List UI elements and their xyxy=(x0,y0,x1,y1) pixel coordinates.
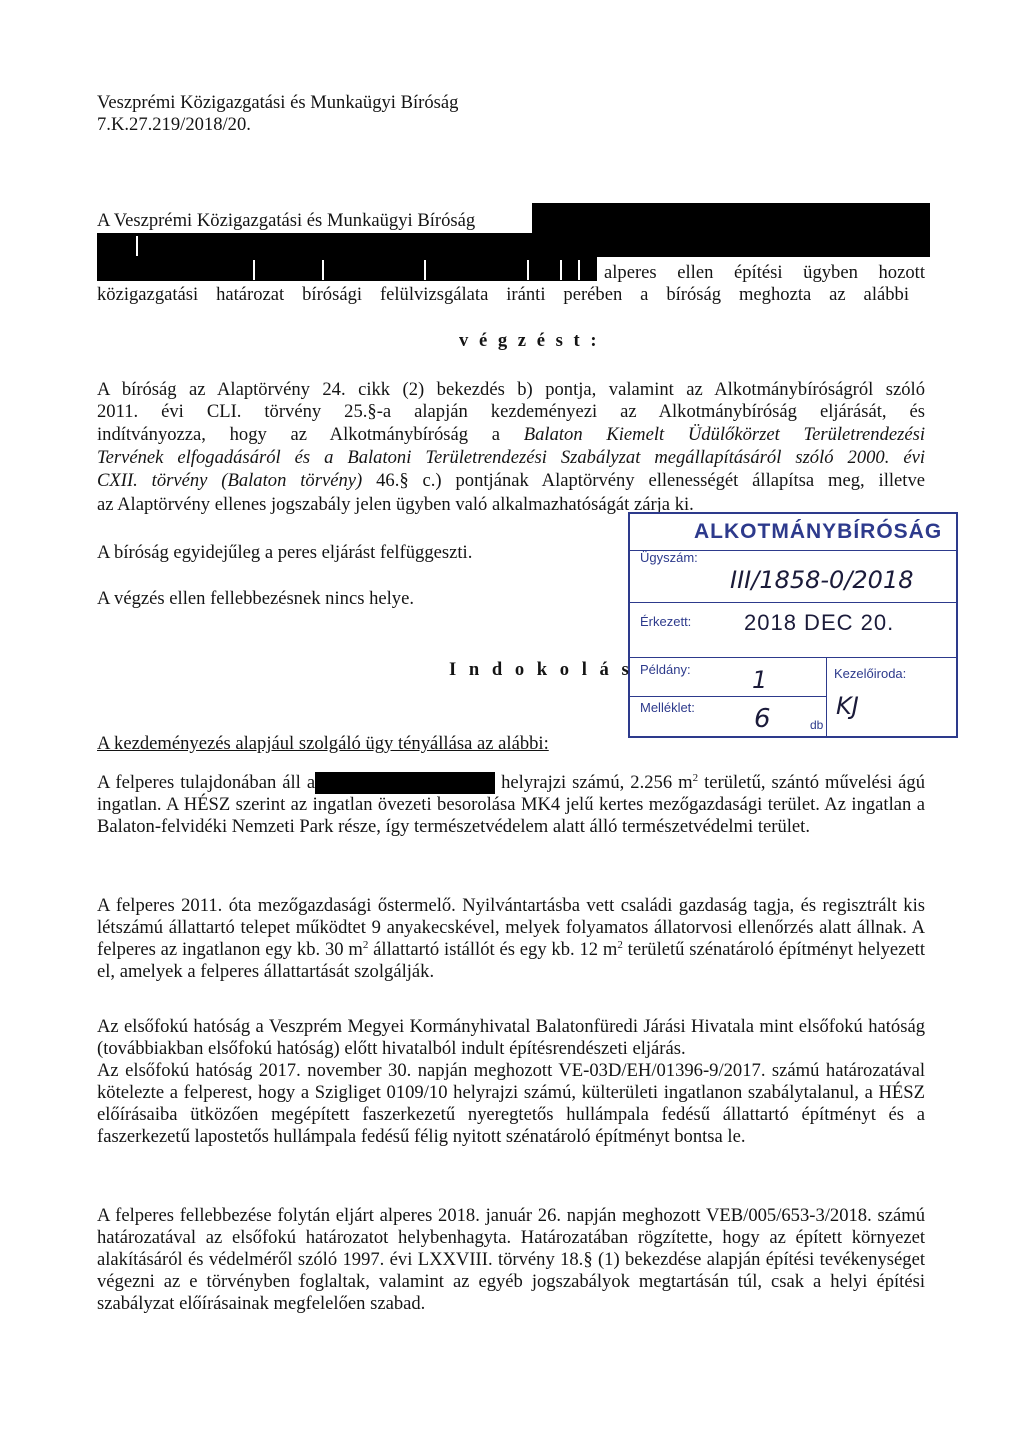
ruling-line-6: az Alaptörvény ellenes jogszabály jelen ügyben való alkalmazhatóságát zárja ki. xyxy=(97,494,694,515)
order-heading: v é g z é s t : xyxy=(459,330,600,351)
registration-stamp xyxy=(628,512,958,738)
ruling-line-2: 2011. évi CLI. törvény 25.§-a alapján kezdeményezi az Alkotmánybíróság eljárását, és xyxy=(97,401,925,422)
stamp-divider xyxy=(630,602,956,603)
stamp-received-label: Érkezett: xyxy=(640,614,692,629)
redaction-gap xyxy=(253,260,255,280)
facts-p2-a: A felperes 2011. óta mezőgazdasági őstermelő. Nyilvántartásba vett családi gazdaság tagja, és regisztrált kis létszámú állattartó telepet működtet 9 anyakecskével, melyek folyamatos állatorvosi ellenőrzés alatt állnak. A felperes az ingatlanon egy kb. 30 m xyxy=(97,895,925,960)
intro-line-1: A Veszprémi Közigazgatási és Munkaügyi Bíróság xyxy=(97,210,476,231)
facts-p2-sup-2: 2 xyxy=(617,938,623,951)
stamp-attachment-unit: db xyxy=(810,718,824,732)
ruling-line-5 xyxy=(97,470,925,492)
redaction-gap xyxy=(322,260,324,280)
redaction-block xyxy=(97,233,597,281)
facts-p1-start: A felperes tulajdonában áll a xyxy=(97,772,316,793)
stamp-case-value: III/1858-0/2018 xyxy=(730,566,914,594)
intro-line-3: közigazgatási határozat bírósági felülvizsgálata iránti perében a bíróság meghozta az alábbi xyxy=(97,284,909,305)
stamp-attachment-label: Melléklet: xyxy=(640,700,695,715)
stamp-title: ALKOTMÁNYBÍRÓSÁG xyxy=(694,520,943,543)
ruling-suspension: A bíróság egyidejűleg a peres eljárást felfüggeszti. xyxy=(97,542,473,563)
stamp-attachment-value: 6 xyxy=(754,704,771,734)
stamp-copy-label: Példány: xyxy=(640,662,691,677)
redaction-gap xyxy=(136,236,138,256)
ruling-line-5-text: 46.§ c.) pontjának Alaptörvény ellenességét állapítsa meg, illetve xyxy=(376,470,926,491)
facts-p2-c: területű szénatároló építményt helyezett el, amelyek a felperes állattartását szolgálják. xyxy=(97,939,925,982)
stamp-divider xyxy=(630,657,956,658)
stamp-divider xyxy=(630,696,826,697)
facts-heading: A kezdeményezés alapjául szolgáló ügy tényállása az alábbi: xyxy=(97,733,549,754)
stamp-vertical-divider xyxy=(826,657,827,736)
ruling-line-3 xyxy=(97,424,925,446)
ruling-line-3-italic: Balaton Kiemelt Üdülőkörzet Területrendezési xyxy=(523,424,926,445)
ruling-line-4 xyxy=(97,447,925,469)
court-name: Veszprémi Közigazgatási és Munkaügyi Bíróság xyxy=(97,92,459,113)
facts-p3-a: Az elsőfokú hatóság a Veszprém Megyei Kormányhivatal Balatonfüredi Járási Hivatala mint elsőfokú hatóság (továbbiakban elsőfokú hatóság) előtt hivatalból indult építésrendészeti eljárás. xyxy=(97,1016,925,1059)
ruling-no-appeal: A végzés ellen fellebbezésnek nincs helye. xyxy=(97,588,414,609)
facts-p2-b: állattartó istállót és egy kb. 12 m xyxy=(373,939,618,960)
ruling-line-3-text: indítványozza, hogy az Alkotmánybíróság a xyxy=(97,424,501,445)
facts-paragraph-4 xyxy=(97,1205,925,1315)
facts-p3-b: Az elsőfokú hatóság 2017. november 30. napján meghozott VE-03D/EH/01396-9/2017. számú határozatával kötelezte a felperest, hogy a Szigliget 0109/10 helyrajzi számú, külterületi ingatlanon szabálytalanul, a HÉSZ előírásaiba ütközően megépített faszerkezetű nyeregtetős hullámpala fedésű állattartó építményt és a faszerkezetű lapostetős hullámpala fedésű félig nyitott szénatároló építményt bontsa le. xyxy=(97,1060,925,1147)
intro-line-2-tail: alperes ellen építési ügyben hozott xyxy=(604,262,925,283)
facts-paragraph-3 xyxy=(97,1016,925,1148)
redaction-gap xyxy=(560,260,562,280)
redaction-gap xyxy=(527,260,529,280)
facts-p2-sup-1: 2 xyxy=(362,938,369,951)
redaction-gap xyxy=(578,260,580,280)
ruling-line-5-italic: CXII. törvény (Balaton törvény) xyxy=(97,470,363,491)
facts-p4: A felperes fellebbezése folytán eljárt alperes 2018. január 26. napján meghozott VEB/005/653-3/2018. számú határozatával az elsőfokú határozatot helybenhagyta. Határozatában rögzítette, hogy az épített környezet alakításáról és védelméről szóló 1997. évi LXXVIII. törvény 18.§ (1) bekezdése alapján építési tevékenységet végezni az e törvényben foglaltak, valamint az egyéb jogszabályok megtartásán túl, csak a helyi építési szabályzat előírásainak megfelelően szabad. xyxy=(97,1205,925,1314)
facts-p1-after: helyrajzi számú, 2.256 m xyxy=(501,772,693,793)
case-number: 7.K.27.219/2018/20. xyxy=(97,114,251,135)
redaction-gap xyxy=(424,260,426,280)
stamp-copy-value: 1 xyxy=(752,666,768,694)
facts-paragraph-1 xyxy=(97,772,925,838)
facts-p1-rest: területű, szántó művelési ágú ingatlan. A HÉSZ szerint az ingatlan övezeti besorolása MK4 jelű kertes mezőgazdasági terület. Az ingatlan a Balaton-felvidéki Nemzeti Park része, így természetvédelem alatt álló természetvédelmi terület. xyxy=(97,772,925,837)
facts-paragraph-2 xyxy=(97,895,925,983)
stamp-received-value: 2018 DEC 20. xyxy=(744,610,895,635)
ruling-line-1: A bíróság az Alaptörvény 24. cikk (2) bekezdés b) pontja, valamint az Alkotmánybíróságról szóló xyxy=(97,379,925,400)
ruling-line-4-italic: Tervének elfogadásáról és a Balatoni Területrendezési Szabályzat megállapításáról szóló 2000. évi xyxy=(97,447,925,468)
stamp-office-label: Kezelőiroda: xyxy=(834,666,907,681)
stamp-office-value: KJ xyxy=(836,692,859,720)
redaction-block xyxy=(315,772,495,794)
stamp-case-label: Ügyszám: xyxy=(640,550,698,565)
facts-p1-sup: 2 xyxy=(692,771,699,784)
reasoning-heading: I n d o k o l á s xyxy=(449,659,633,680)
